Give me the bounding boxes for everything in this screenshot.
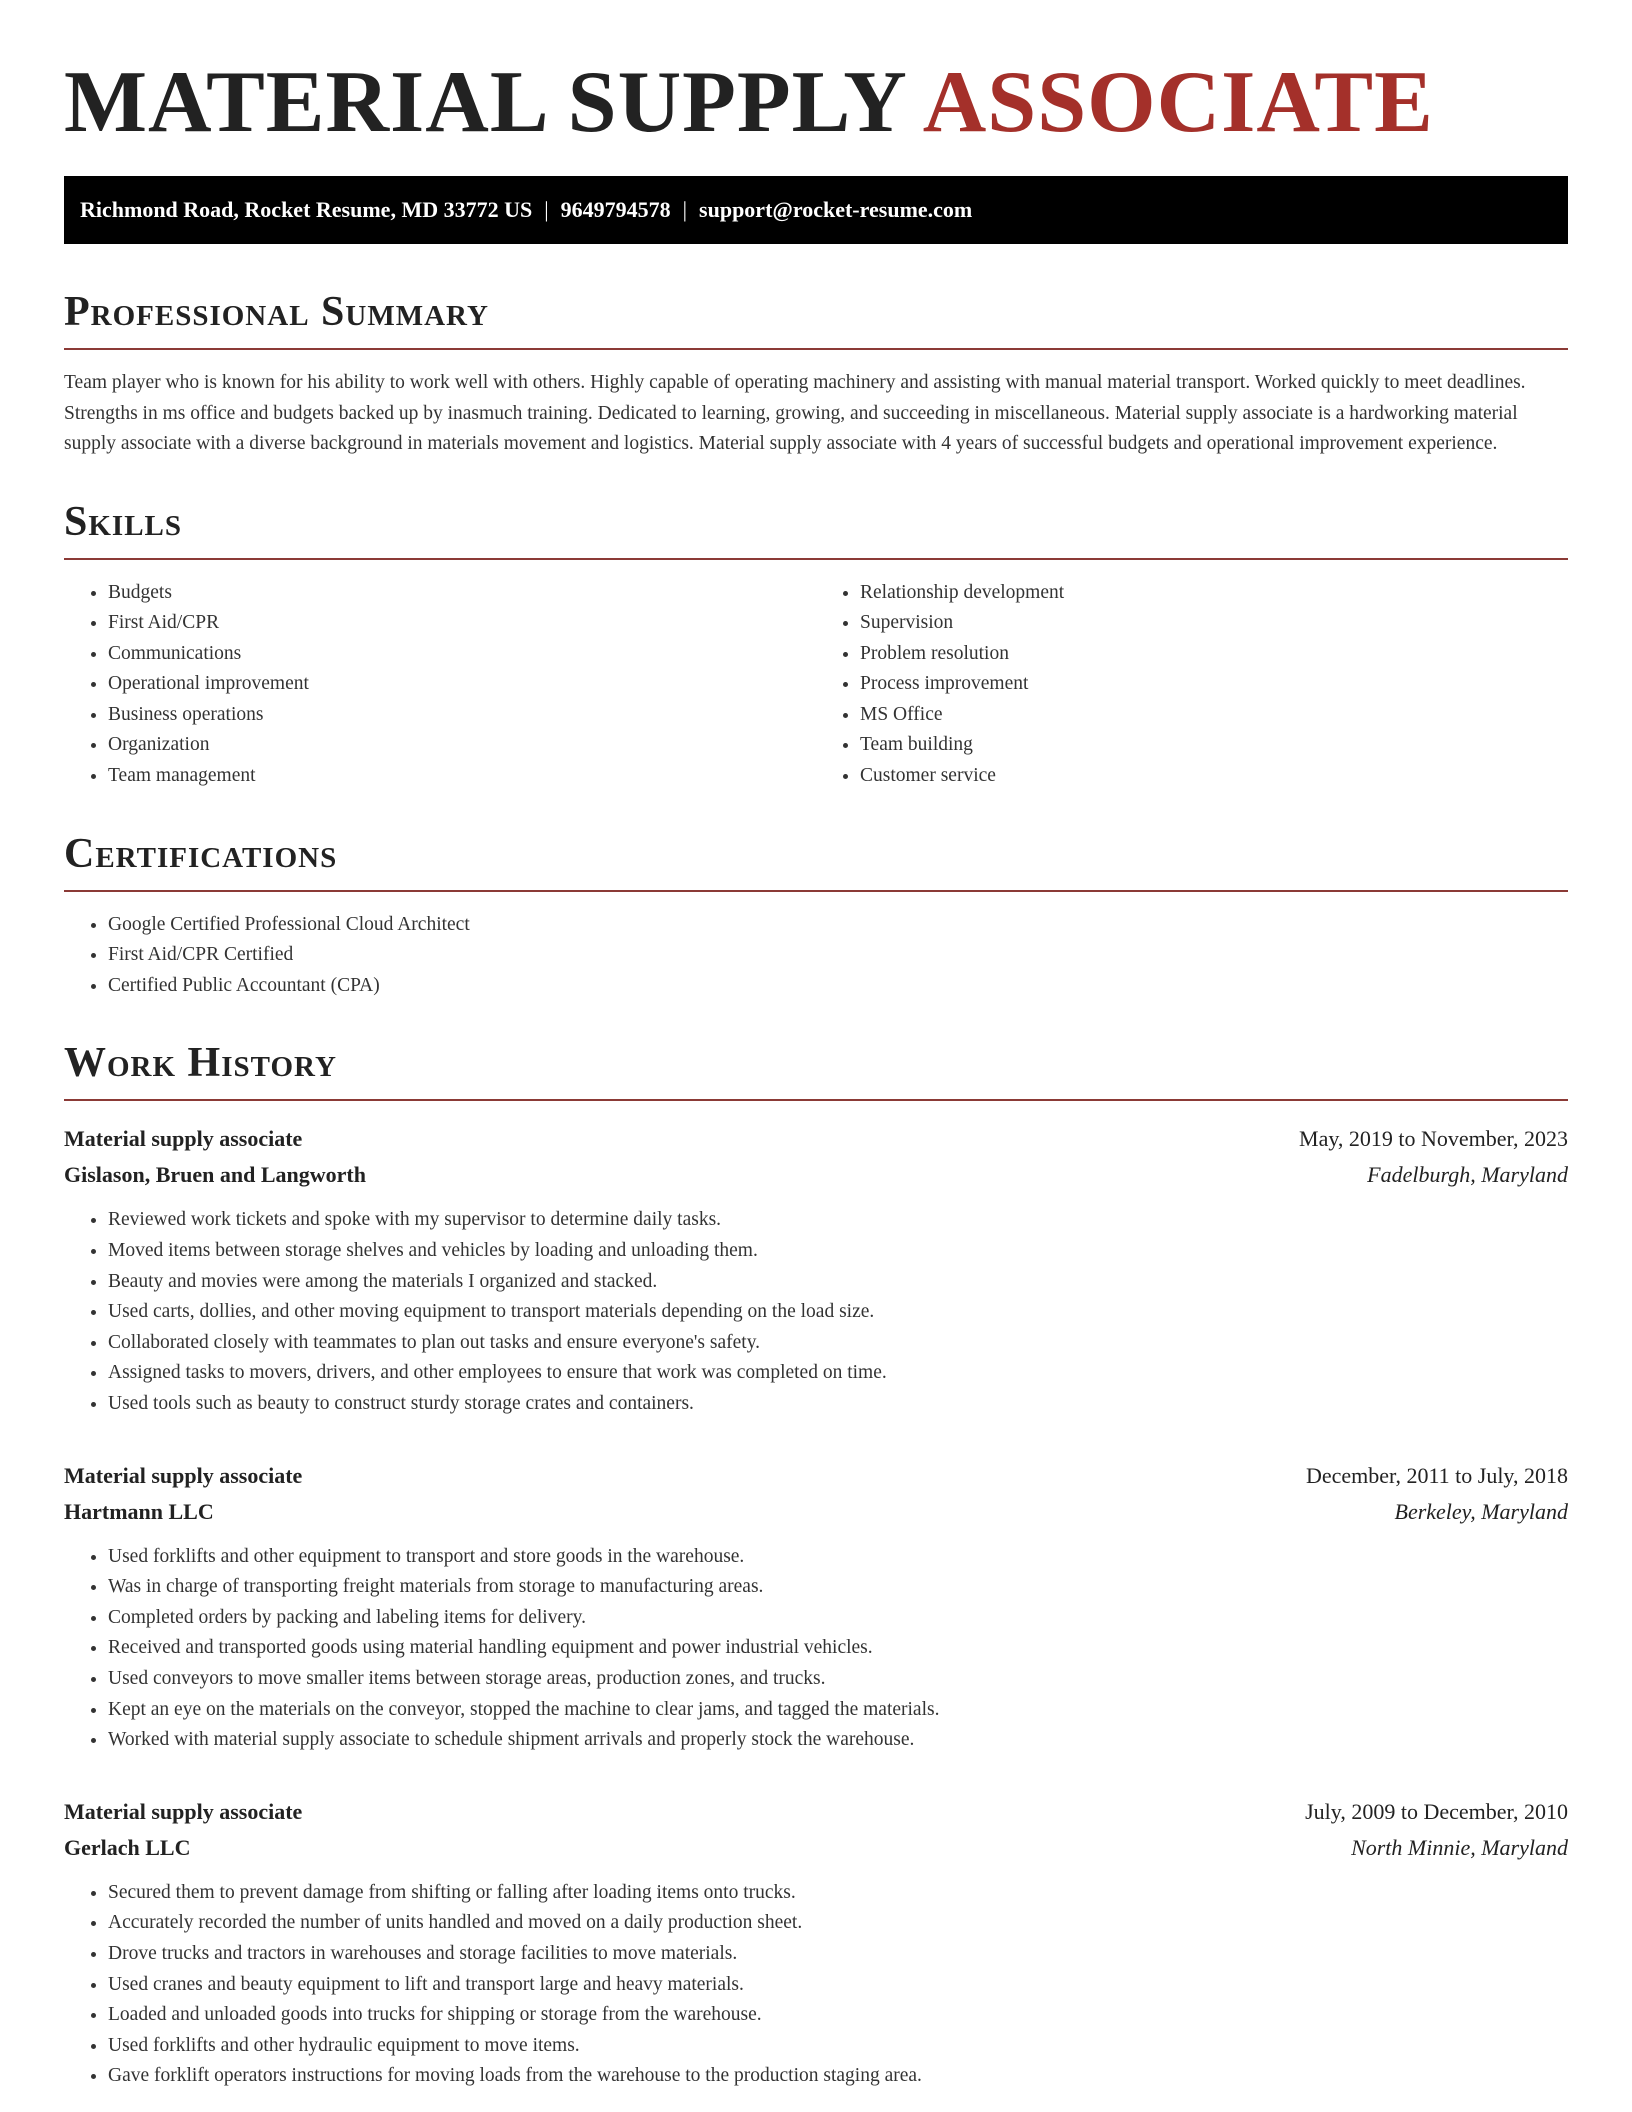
- job-entry: [64, 1458, 1568, 1756]
- job-duty-item: • Used cranes and beauty equipment to lift and transport large and heavy materials.: [108, 1970, 1568, 2001]
- job-duty-item: • Used forklifts and other hydraulic equipment to move items.: [108, 2031, 1568, 2062]
- summary-text: Team player who is known for his ability to work well with others. Highly capable of operating machinery and assisting with manual material transport. Worked quickly to meet deadlines. Strengths in ms office and budgets backed up by inasmuch training. Dedicated to learning, growing, and succeeding in miscellaneous. Material supply associate is a hardworking material supply associate with a diverse background in materials movement and logistics. Material supply associate with 4 years of successful budgets and operational improvement experience.: [64, 372, 1526, 454]
- skills-section: [64, 494, 1568, 792]
- skill-item: • Supervision: [860, 608, 1568, 639]
- skills-list-left: [64, 578, 816, 792]
- skill-item: • Problem resolution: [860, 639, 1568, 670]
- skill-item: • Process improvement: [860, 669, 1568, 700]
- job-location: Fadelburgh, Maryland: [1367, 1162, 1568, 1188]
- job-duty-item: • Received and transported goods using material handling equipment and power industrial vehicles.: [108, 1633, 1568, 1664]
- work-history-section: [64, 1035, 1568, 2091]
- job-duty-item: • Moved items between storage shelves and vehicles by loading and unloading them.: [108, 1236, 1568, 1267]
- job-duty-item: • Was in charge of transporting freight materials from storage to manufacturing areas.: [108, 1572, 1568, 1603]
- job-duty-item: • Collaborated closely with teammates to plan out tasks and ensure everyone's safety.: [108, 1328, 1568, 1359]
- certification-item: • Certified Public Accountant (CPA): [108, 971, 1568, 1002]
- job-duty-item: • Used carts, dollies, and other moving equipment to transport materials depending on the load size.: [108, 1297, 1568, 1328]
- job-duties-list: [64, 1205, 1568, 1419]
- job-duty-item: • Beauty and movies were among the materials I organized and stacked.: [108, 1267, 1568, 1298]
- job-duty-item: • Worked with material supply associate to schedule shipment arrivals and properly stock the warehouse.: [108, 1725, 1568, 1756]
- skill-item: • Communications: [108, 639, 816, 670]
- job-header-row: [64, 1794, 1568, 1830]
- job-dates: July, 2009 to December, 2010: [1305, 1798, 1568, 1824]
- job-duty-item: • Drove trucks and tractors in warehouses and storage facilities to move materials.: [108, 1939, 1568, 1970]
- job-company: Gerlach LLC: [64, 1834, 191, 1860]
- job-duty-item: • Completed orders by packing and labeling items for delivery.: [108, 1603, 1568, 1634]
- job-duty-item: • Reviewed work tickets and spoke with my supervisor to determine daily tasks.: [108, 1205, 1568, 1236]
- job-duty-item: • Kept an eye on the materials on the conveyor, stopped the machine to clear jams, and tagged the materials.: [108, 1695, 1568, 1726]
- skill-item: • Customer service: [860, 761, 1568, 792]
- contact-separator: |: [682, 197, 688, 222]
- job-title: Material supply associate: [64, 1126, 303, 1152]
- skill-item: • Relationship development: [860, 578, 1568, 609]
- contact-phone: 9649794578: [560, 197, 671, 222]
- skill-item: • Budgets: [108, 578, 816, 609]
- job-duties-list: [64, 1542, 1568, 1756]
- skill-item: • First Aid/CPR: [108, 608, 816, 639]
- skills-columns: [64, 560, 1568, 792]
- job-duty-item: • Accurately recorded the number of units handled and moved on a daily production sheet.: [108, 1908, 1568, 1939]
- skills-heading: Skills: [64, 494, 1568, 560]
- certifications-list: [64, 910, 1568, 1002]
- job-company-row: [64, 1157, 1568, 1193]
- job-company-row: [64, 1494, 1568, 1530]
- job-title: Material supply associate: [64, 1798, 303, 1824]
- job-entry: [64, 1121, 1568, 1419]
- skills-list-right: [816, 578, 1568, 792]
- skill-item: • Business operations: [108, 700, 816, 731]
- job-company: Hartmann LLC: [64, 1498, 214, 1524]
- job-company: Gislason, Bruen and Langworth: [64, 1162, 366, 1188]
- skill-item: • Operational improvement: [108, 669, 816, 700]
- job-title: Material supply associate: [64, 1462, 303, 1488]
- skill-item: • Team management: [108, 761, 816, 792]
- contact-separator: |: [544, 197, 549, 222]
- job-duty-item: • Gave forklift operators instructions for moving loads from the warehouse to the production staging area.: [108, 2061, 1568, 2092]
- job-location: North Minnie, Maryland: [1351, 1834, 1568, 1860]
- work-history-heading: Work History: [64, 1035, 1568, 1101]
- certifications-heading: Certifications: [64, 826, 1568, 892]
- certification-item: • First Aid/CPR Certified: [108, 940, 1568, 971]
- certifications-section: [64, 826, 1568, 1002]
- summary-section: [64, 284, 1568, 460]
- contact-address: Richmond Road, Rocket Resume, MD 33772 US: [80, 197, 533, 222]
- job-company-row: [64, 1830, 1568, 1866]
- certification-item: • Google Certified Professional Cloud Architect: [108, 910, 1568, 941]
- job-duty-item: • Used conveyors to move smaller items between storage areas, production zones, and trucks.: [108, 1664, 1568, 1695]
- job-duties-list: [64, 1878, 1568, 2092]
- job-location: Berkeley, Maryland: [1394, 1498, 1568, 1524]
- job-duty-item: • Secured them to prevent damage from shifting or falling after loading items onto trucks.: [108, 1878, 1568, 1909]
- contact-email[interactable]: support@rocket-resume.com: [699, 197, 973, 222]
- job-header-row: [64, 1458, 1568, 1494]
- name-main: MATERIAL SUPPLY: [64, 54, 905, 151]
- job-dates: December, 2011 to July, 2018: [1305, 1462, 1568, 1488]
- job-duty-item: • Used tools such as beauty to construct sturdy storage crates and containers.: [108, 1389, 1568, 1420]
- job-header-row: [64, 1121, 1568, 1157]
- job-entry: [64, 1794, 1568, 2092]
- job-duty-item: • Assigned tasks to movers, drivers, and other employees to ensure that work was completed on time.: [108, 1358, 1568, 1389]
- jobs-list: [64, 1121, 1568, 2091]
- job-dates: May, 2019 to November, 2023: [1299, 1126, 1568, 1152]
- summary-heading: Professional Summary: [64, 284, 1568, 350]
- name-accent: ASSOCIATE: [922, 54, 1434, 151]
- job-duty-item: • Used forklifts and other equipment to transport and store goods in the warehouse.: [108, 1542, 1568, 1573]
- resume-name: [64, 52, 1568, 154]
- skill-item: • Team building: [860, 730, 1568, 761]
- skill-item: • Organization: [108, 730, 816, 761]
- job-duty-item: • Loaded and unloaded goods into trucks for shipping or storage from the warehouse.: [108, 2000, 1568, 2031]
- skill-item: • MS Office: [860, 700, 1568, 731]
- contact-bar: [64, 176, 1568, 244]
